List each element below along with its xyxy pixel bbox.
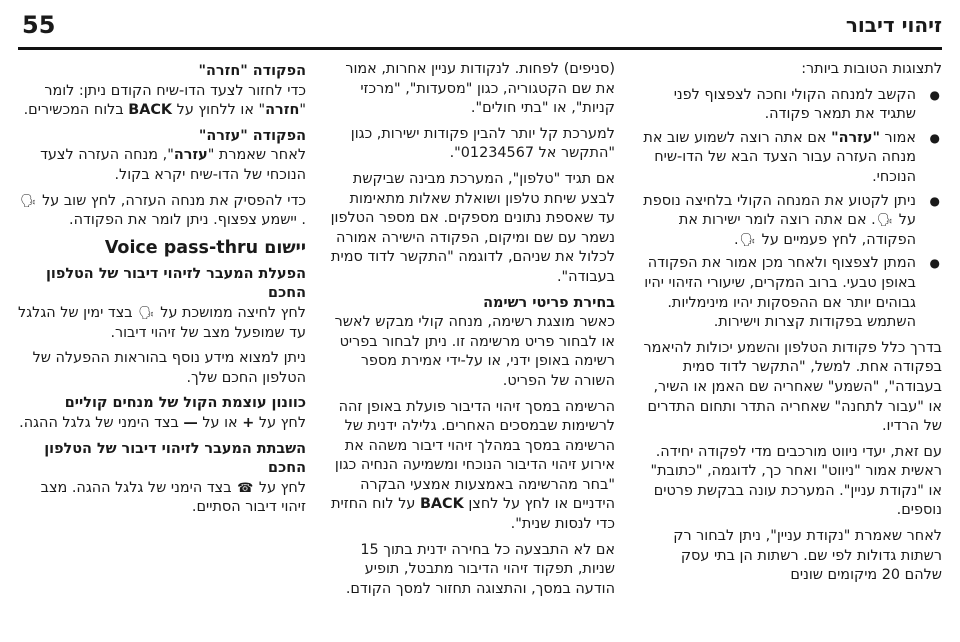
section-heading-voice-pass-thru: יישום Voice pass-thru	[104, 237, 306, 258]
back-key-label: BACK	[419, 496, 464, 513]
paragraph: למערכת קל יותר להבין פקודות ישירות, כגון "התקשר אל 01234567".	[350, 125, 615, 162]
paragraph: עם זאת, יעדי ניווט מורכבים מדי לפקודה יחידה. ראשית אמור "ניווט" ואחר כך, לדוגמה, "כתובת" או "נקודת עניין". המערכת עונה בבקשת פרטים נוספים.	[650, 443, 942, 519]
keyword: עזרה	[173, 147, 208, 164]
subheading-list-selection: בחירת פריטי רשימה	[483, 294, 615, 311]
subheading-deactivate: השבתת המעבר לזיהוי דיבור של הטלפון החכם	[44, 440, 306, 477]
voice-recognition-icon: 🗣	[19, 193, 37, 209]
subheading-volume: כוונון עוצמת הקול של מנחים קוליים	[64, 395, 306, 412]
list-item: ● ניתן לקטוע את המנחה הקולי בלחיצה נוספת על 🗣. אם אתה רוצה לומר ישירות את הפקודה, לחץ פעמיים על 🗣.	[640, 192, 942, 251]
voice-recognition-icon: 🗣	[739, 232, 757, 248]
subheading-help-command: הפקודה "עזרה"	[198, 127, 306, 144]
paragraph: כאשר מוצגת רשימה, מנחה קולי מבקש לאשר או לבחור פריט מרשימה זו. ניתן לבחור בפריט רשימה באופן ידני, או על-ידי אמירת מספר השורה של הפריט.	[334, 314, 615, 389]
end-call-icon: ☎	[237, 480, 254, 496]
tips-list	[640, 86, 942, 333]
paragraph: (סניפים) לפחות. לנקודות עניין אחרות, אמור את שם הקטגוריה, כגון "מסעדות", "מרכזי קניות", או "בתי חולים".	[345, 61, 615, 117]
paragraph: כדי להפסיק את מנחה העזרה, לחץ שוב על 🗣. יישמע צפצוף. ניתן לומר את הפקודה.	[19, 192, 306, 229]
paragraph: לתצוגות הטובות ביותר:	[801, 61, 942, 77]
paragraph: כדי לחזור לצעד הדו-שיח הקודם ניתן: לומר "חזרה" או ללחוץ על BACK בלוח המכשירים.	[23, 82, 306, 119]
paragraph: אם תגיד "טלפון", המערכת מבינה שביקשת לבצע שיחת טלפון ושואלת שאלות מתאימות עד שאספת נתונים מספקים. אם מספר הטלפון נשמר עם שם ומיקום, הפקודה הישירה אמורה לכלול את שניהם, לדוגמה "התקשר לדוד סמית בעבודה".	[330, 170, 615, 285]
list-item: ● הקשב למנחה הקולי וחכה לצפצוף לפני שתגיד את תמאר פקודה.	[640, 86, 942, 125]
section-title: זיהוי דיבור	[845, 13, 942, 37]
subheading-activate: הפעלת המעבר לזיהוי דיבור של הטלפון החכם	[45, 265, 306, 302]
paragraph: לחץ על ☎ בצד הימני של גלגל ההגה. מצב זיהוי דיבור הסתיים.	[40, 479, 306, 516]
page-header	[0, 0, 960, 52]
paragraph: אם לא התבצעה כל בחירה ידנית בתוך 15 שניות, תפקוד זיהוי הדיבור מתבטל, תופיע הודעה במסך, והתצוגה תחזור למסך הקודם.	[345, 541, 615, 597]
subheading-back-command: הפקודה "חזרה"	[198, 63, 306, 79]
paragraph: לאחר שאמרת "נקודת עניין", ניתן לבחור רק רשתות גדולות לפי שם. רשתות הן בתי עסק שלהם 20 מיקומים שונים	[673, 528, 942, 584]
paragraph: לאחר שאמרת "עזרה", מנחה העזרה לצעד הנוכחי של הדו-שיח יקרא בקול.	[40, 147, 306, 183]
page-number: 55	[22, 11, 56, 39]
list-item: ● אמור "עזרה" אם אתה רוצה לשמוע שוב את מנחה העזרה עבור הצעד הבא של הדו-שיח הנוכחי.	[640, 129, 942, 188]
volume-down-icon: —	[183, 414, 198, 431]
header-divider	[18, 47, 942, 50]
paragraph: לחץ לחיצה ממושכת על 🗣 בצד ימין של הגלגל עד שמופעל מצב של זיהוי דיבור.	[18, 304, 306, 341]
keyword: חזרה	[265, 102, 300, 119]
paragraph: הרשימה במסך זיהוי הדיבור פועלת באופן זהה לרשימות שבמסכים האחרים. גלילה ידנית של הרשימה במסך במהלך זיהוי דיבור משהה את אירוע זיהוי הדיבור הנוכחי ומשמיעה הנחיה כגון "בחר מהרשימה באמצעות אמצעי הבקרה הידניים או לחץ על לחצן BACK על לוח החזית כדי לנסות שנית".	[331, 398, 615, 533]
text-column-right	[640, 60, 942, 635]
text-column-left	[18, 60, 306, 635]
paragraph: ניתן למצוא מידע נוסף בהוראות ההפעלה של הטלפון החכם שלך.	[32, 350, 306, 386]
list-item: ● המתן לצפצוף ולאחר מכן אמור את הפקודה באופן טבעי. ברוב המקרים, שיעורי הזיהוי יהיו גבוהים יותר אם ההפסקות יהיו מינימליות. השתמש בפקודות קצרות וישירות.	[640, 254, 942, 332]
keyword: "עזרה"	[831, 129, 880, 146]
voice-recognition-icon: 🗣	[138, 305, 155, 321]
paragraph: בדרך כלל פקודות הטלפון והשמע יכולות להיאמר בפקודה אחת. למשל, "התקשר לדוד סמית בעבודה", "השמע" שאחריה שם האמן או השיר, או "עבור לתחנה" שאחריה התדר ותחום התדרים של הרדיו.	[643, 339, 942, 435]
voice-recognition-icon: 🗣	[876, 213, 894, 229]
volume-up-icon: +	[242, 414, 255, 431]
text-column-middle	[330, 60, 615, 635]
back-key-label: BACK	[128, 102, 173, 119]
paragraph: לחץ על + או על — בצד הימני של גלגל ההגה.	[19, 414, 306, 431]
